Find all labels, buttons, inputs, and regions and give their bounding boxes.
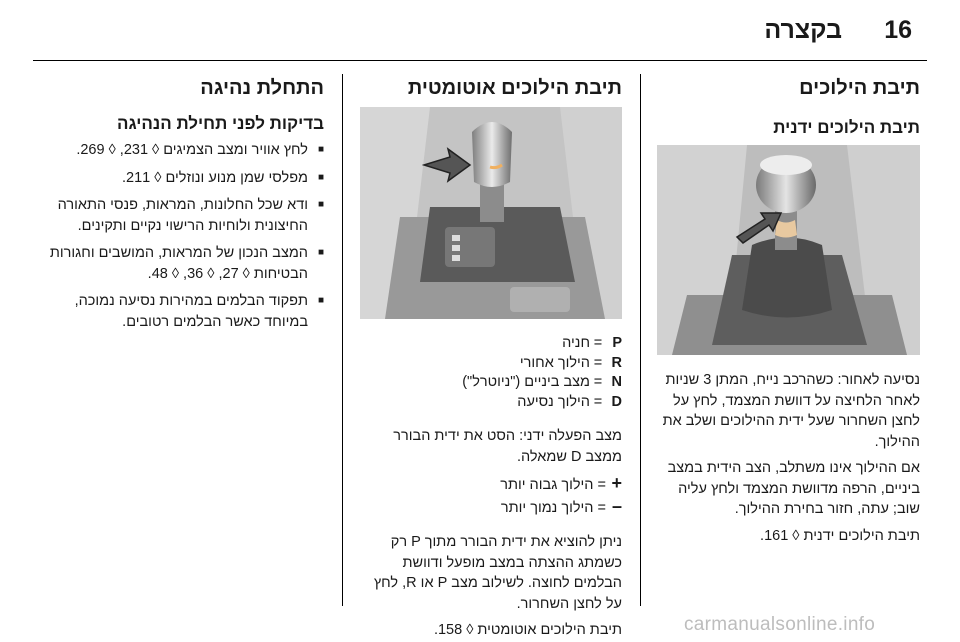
list-item: ■ ודא שכל החלונות, המראות, פנסי התאורה החיצונית ולוחיות הרישוי נקיים ותקינים. xyxy=(37,195,324,236)
automatic-gearbox-reference: תיבת הילוכים אוטומטית ◊ 158. xyxy=(433,622,622,638)
square-bullet-icon: ■ xyxy=(317,171,324,183)
plus-icon: + xyxy=(611,473,622,493)
square-bullet-icon: ■ xyxy=(317,144,324,155)
reverse-gear-instructions: נסיעה לאחור: כשהרכב נייח, המתן 3 שניות לאחר הלחיצה על דוושת המצמד, לחץ על לחצן השחרור שעל ידית ההילוכים ושלב את ההילוך. xyxy=(662,372,920,450)
shift-down-row: –= הילוך נמוך יותר xyxy=(500,495,622,516)
gear-not-engaging-instructions: אם ההילוך אינו משתלב, הצב הידית במצב ביניים, הרפה מדוושת המצמד ולחץ עליה שוב; עתה, חזור בחירת ההילוך. xyxy=(667,460,920,517)
manual-gearbox-title: תיבת הילוכים xyxy=(799,77,920,99)
column-divider-right xyxy=(640,74,641,606)
gear-position-r: R = הילוך אחורי xyxy=(519,354,622,371)
manual-gearbox-subtitle: תיבת הילוכים ידנית xyxy=(773,118,920,137)
manual-gearbox-column xyxy=(650,74,920,140)
gear-position-n: N = מצב ביניים ("ניוטרל") xyxy=(462,374,622,390)
pointer-arrow-icon xyxy=(735,205,785,245)
automatic-gearbox-column xyxy=(360,74,622,102)
header-divider xyxy=(33,60,927,61)
starting-off-column xyxy=(37,74,324,339)
square-bullet-icon: ■ xyxy=(317,295,324,306)
gear-positions-list xyxy=(360,334,622,412)
automatic-gearbox-text xyxy=(360,334,622,641)
list-item: ■ המצב הנכון של המראות, המושבים וחגורות הבטיחות ◊ 27, ◊ 36, ◊ 48. xyxy=(37,243,324,284)
section-title: בקצרה xyxy=(764,16,842,44)
list-item: ■ מפלסי שמן מנוע ונוזלים ◊ 211. xyxy=(37,168,324,189)
selector-release-instructions: ניתן להוציא את ידית הבורר מתוך P רק כשמתג ההצתה במצב מופעל ודוושת הבלמים לחוצה. לשילוב מצב P או R, לחץ על לחצן השחרור. xyxy=(373,534,622,612)
pointer-arrow-icon xyxy=(422,145,472,185)
page-number: 16 xyxy=(884,16,912,44)
page-header xyxy=(0,0,960,62)
square-bullet-icon: ■ xyxy=(317,247,324,258)
checks-list xyxy=(37,140,324,332)
manual-gear-lever-photo xyxy=(657,145,920,355)
column-divider-left xyxy=(342,74,343,606)
square-bullet-icon: ■ xyxy=(317,199,324,210)
manual-mode-instructions: מצב הפעלה ידני: הסט את ידית הבורר ממצב D שמאלה. xyxy=(393,428,622,465)
watermark: carmanualsonline.info xyxy=(684,614,876,635)
gear-position-p: P = חניה xyxy=(562,335,622,351)
list-item: ■ תפקוד הבלמים במהירות נסיעה נמוכה, במיוחד כאשר הבלמים רטובים. xyxy=(37,291,324,332)
manual-gearbox-reference: תיבת הילוכים ידנית ◊ 161. xyxy=(760,527,920,544)
starting-off-title: התחלת נהיגה xyxy=(200,77,324,99)
minus-icon: – xyxy=(611,495,622,516)
checks-before-driving-subtitle: בדיקות לפני תחילת הנהיגה xyxy=(117,114,324,133)
manual-gearbox-text xyxy=(655,370,920,546)
list-item: ■ לחץ אוויר ומצב הצמיגים ◊ 231, ◊ 269. xyxy=(37,140,324,161)
gear-position-d: D = הילוך נסיעה xyxy=(517,393,622,410)
automatic-gearbox-title: תיבת הילוכים אוטומטית xyxy=(407,77,622,99)
shift-up-row: += הילוך גבוה יותר xyxy=(500,473,622,493)
automatic-gear-selector-photo xyxy=(360,107,622,319)
